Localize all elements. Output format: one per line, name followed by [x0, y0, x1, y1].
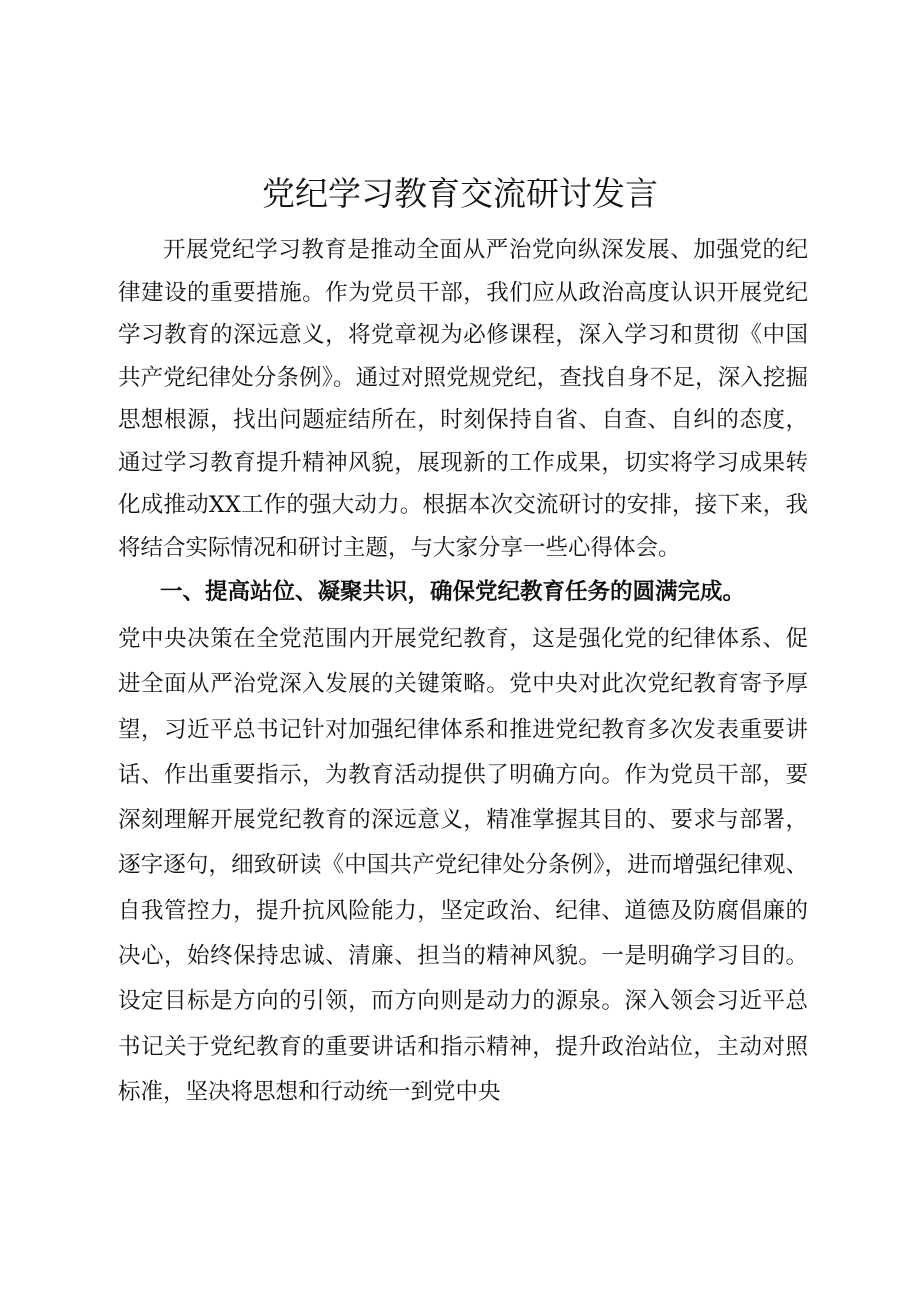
section-1-heading: 一、提高站位、凝聚共识，确保党纪教育任务的圆满完成。 [160, 579, 746, 605]
intro-paragraph: 开展党纪学习教育是推动全面从严治党向纵深发展、加强党的纪律建设的重要措施。作为党员干部，我们应从政治高度认识开展党纪学习教育的深远意义，将党章视为必修课程，深入学习和贯彻《中国共产党纪律处分条例》。通过对照党规党纪，查找自身不足，深入挖掘思想根源，找出问题症结所在，时刻保持自省、自查、自纠的态度，通过学习教育提升精神风貌，展现新的工作成果，切实将学习成果转化成推动XX工作的强大动力。根据本次交流研讨的安排，接下来，我将结合实际情况和研讨主题，与大家分享一些心得体会。 [118, 237, 808, 561]
section-1-body: 党中央决策在全党范围内开展党纪教育，这是强化党的纪律体系、促进全面从严治党深入发展的关键策略。党中央对此次党纪教育寄予厚望，习近平总书记针对加强纪律体系和推进党纪教育多次发表重要讲话、作出重要指示，为教育活动提供了明确方向。作为党员干部，要深刻理解开展党纪教育的深远意义，精准掌握其目的、要求与部署，逐字逐句，细致研读《中国共产党纪律处分条例》，进而增强纪律观、自我管控力，提升抗风险能力，坚定政治、纪律、道德及防腐倡廉的决心，始终保持忠诚、清廉、担当的精神风貌。一是明确学习目的。设定目标是方向的引领，而方向则是动力的源泉。深入领会习近平总书记关于党纪教育的重要讲话和指示精神，提升政治站位，主动对照标准，坚决将思想和行动统一到党中央 [118, 626, 808, 1105]
document-title: 党纪学习教育交流研讨发言 [262, 174, 658, 213]
